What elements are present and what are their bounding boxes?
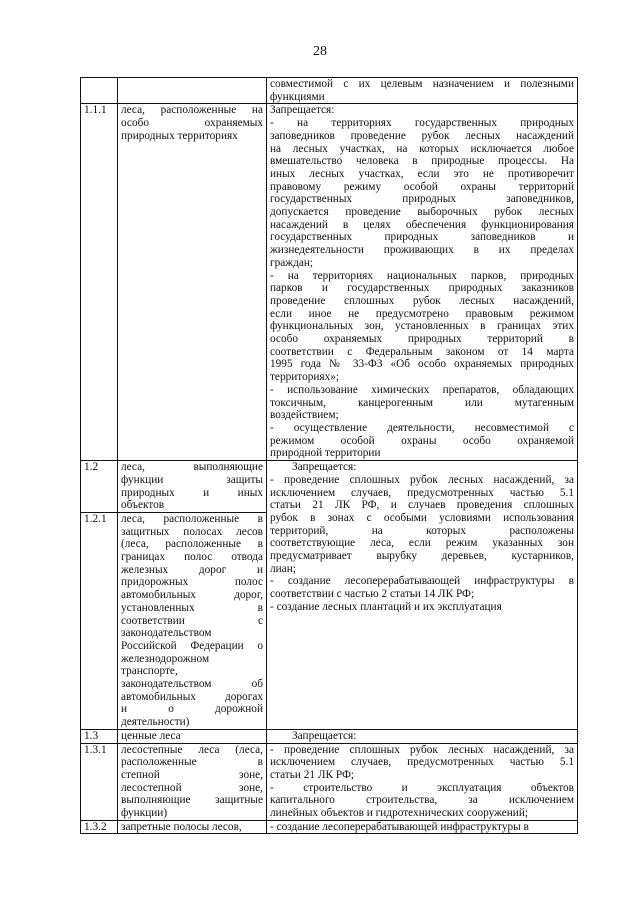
category-line: расположенные в xyxy=(121,756,263,769)
forest-regime-table xyxy=(80,77,578,834)
regime-line: - на территориях национальных парков, природных xyxy=(270,269,574,282)
regime-line: государственных природных заповедников и xyxy=(270,231,574,244)
category-line: леса, выполняющие xyxy=(121,461,263,474)
table-row xyxy=(81,820,578,834)
category-line: железнодорожном xyxy=(121,652,210,665)
regime-line: воздействием; xyxy=(270,409,339,422)
category-line: законодательством об xyxy=(121,678,263,691)
category-line: придорожных полос xyxy=(121,576,263,589)
row-number-cell: 1.2 xyxy=(81,461,118,513)
regime-line: - строительство и эксплуатация объектов xyxy=(270,781,574,794)
regime-line: на лесных участках, на которых исключается любое xyxy=(270,142,574,155)
category-line: автомобильных дорог, xyxy=(121,589,263,602)
regime-line: насаждений в целях обеспечения функционирования xyxy=(270,218,574,231)
regime-line: рубок в зонах с особыми условиями использования xyxy=(270,511,574,524)
regime-line: - проведение сплошных рубок лесных насаждений, за xyxy=(270,473,574,486)
regime-cell xyxy=(267,743,578,820)
regime-line: 1995 года № 33-ФЗ «Об особо охраняемых природных xyxy=(270,358,574,371)
regime-line: правовому режиму особой охраны территорий xyxy=(270,180,574,193)
regime-line: статьи 21 ЛК РФ; xyxy=(270,768,355,781)
regime-cell xyxy=(267,78,578,104)
category-line: степной зоне, xyxy=(121,768,263,781)
regime-line: природной территории xyxy=(270,447,381,460)
category-line: природных территориях xyxy=(121,129,238,142)
category-line: ценные леса xyxy=(121,729,181,742)
regime-line: Запрещается: xyxy=(292,729,357,742)
regime-line: если иное не предусмотрено правовым режимом xyxy=(270,307,574,320)
row-number-cell xyxy=(81,78,118,104)
category-line: защитных полосах лесов xyxy=(121,525,263,538)
regime-line: заповедников проведение рубок лесных насаждений xyxy=(270,129,574,142)
regime-line: государственных природных заповедников, xyxy=(270,193,574,206)
row-number-cell: 1.3.2 xyxy=(81,820,118,834)
regime-cell xyxy=(267,820,578,834)
regime-line: территориях»; xyxy=(270,371,340,384)
table-row xyxy=(81,743,578,820)
regime-line: территорий, на которых расположены xyxy=(270,524,574,537)
row-number-cell: 1.1.1 xyxy=(81,104,118,461)
regime-line: статьи 21 ЛК РФ, и случаев проведения сплошных xyxy=(270,499,574,512)
category-line: лесостепной зоне, xyxy=(121,781,263,794)
regime-line: иных лесных участках, если это не противоречит xyxy=(270,167,574,180)
category-line: транспорте, xyxy=(121,665,178,678)
category-line: и о дорожной xyxy=(121,703,263,716)
category-line: леса, расположенные в xyxy=(121,512,263,525)
category-line: выполняющие защитные xyxy=(121,794,263,807)
regime-line: граждан; xyxy=(270,256,314,269)
regime-line: жизнедеятельности проживающих в их пределах xyxy=(270,244,574,257)
regime-line: парков и государственных природных заказников xyxy=(270,282,574,295)
regime-line: особо охраняемых природных территорий в xyxy=(270,333,574,346)
regime-line: - использование химических препаратов, обладающих xyxy=(270,383,574,396)
category-line: Российской Федерации о xyxy=(121,639,263,652)
category-line: соответствии с xyxy=(121,614,263,627)
regime-line: - создание лесоперерабатывающей инфраструктуры в xyxy=(270,820,529,833)
page-number: 28 xyxy=(313,44,327,59)
regime-line: капитального строительства, за исключением xyxy=(270,794,574,807)
regime-line: лиан; xyxy=(270,562,296,575)
row-number-cell: 1.2.1 xyxy=(81,512,118,729)
regime-line: - осуществление деятельности, несовместимой с xyxy=(270,421,574,434)
forest-category-cell xyxy=(118,729,267,743)
forest-category-cell xyxy=(118,78,267,104)
regime-line: функциями xyxy=(270,90,325,103)
table-row xyxy=(81,78,578,104)
regime-line: допускается проведение выборочных рубок лесных xyxy=(270,206,574,219)
category-line: леса, расположенные на xyxy=(121,104,263,117)
category-line: запретные полосы лесов, xyxy=(121,820,242,833)
category-line: законодательством xyxy=(121,627,212,640)
regime-line: исключением случаев, предусмотренных частью 5.1 xyxy=(270,486,574,499)
regime-line: Запрещается: xyxy=(292,461,357,474)
forest-category-cell xyxy=(118,461,267,513)
category-line: особо охраняемых xyxy=(121,117,263,130)
category-line: объектов xyxy=(121,499,165,512)
regime-line: линейных объектов и гидротехнических сооружений; xyxy=(270,807,529,820)
regime-cell xyxy=(267,729,578,743)
forest-category-cell xyxy=(118,512,267,729)
category-line: (леса, расположенные в xyxy=(121,538,263,551)
regime-line: вмешательство человека в природные процессы. На xyxy=(270,155,574,168)
category-line: функции) xyxy=(121,807,168,820)
regime-cell xyxy=(267,461,578,730)
row-number-cell: 1.3 xyxy=(81,729,118,743)
regime-line: - проведение сплошных рубок лесных насаждений, за xyxy=(270,743,574,756)
regime-line: соответствии с Федеральным законом от 14 марта xyxy=(270,345,574,358)
regime-line: - создание лесоперерабатывающей инфраструктуры в xyxy=(270,575,574,588)
table-row xyxy=(81,104,578,461)
category-line: лесостепные леса (леса, xyxy=(121,743,263,756)
regime-line: соответствии с частью 2 статьи 14 ЛК РФ; xyxy=(270,588,475,601)
regime-line: Запрещается: xyxy=(270,104,335,117)
category-line: природных и иных xyxy=(121,486,263,499)
category-line: установленных в xyxy=(121,601,263,614)
row-number-cell: 1.3.1 xyxy=(81,743,118,820)
category-line: автомобильных дорогах xyxy=(121,690,263,703)
category-line: функции защиты xyxy=(121,473,263,486)
regime-line: - на территориях государственных природных xyxy=(270,117,574,130)
regime-line: предусматривает вырубку деревьев, кустарников, xyxy=(270,550,574,563)
category-line: границах полос отвода xyxy=(121,551,263,564)
regime-line: токсичным, канцерогенным или мутагенным xyxy=(270,396,574,409)
category-line: деятельности) xyxy=(121,716,190,729)
regime-line: соответствующие леса, если режим указанных зон xyxy=(270,537,574,550)
forest-category-cell xyxy=(118,104,267,461)
category-line: железных дорог и xyxy=(121,563,263,576)
regime-line: - создание лесных плантаций и их эксплуатация xyxy=(270,600,502,613)
regime-line: совместимой с их целевым назначением и полезными xyxy=(270,78,574,90)
regime-line: режимом особой охраны особо охраняемой xyxy=(270,434,574,447)
regime-line: проведение сплошных рубок лесных насаждений, xyxy=(270,294,574,307)
forest-category-cell xyxy=(118,820,267,834)
regime-line: функциональных зон, установленных в границах этих xyxy=(270,320,574,333)
regime-line: исключением случаев, предусмотренных частью 5.1 xyxy=(270,756,574,769)
forest-category-cell xyxy=(118,743,267,820)
table-row xyxy=(81,461,578,513)
regime-cell xyxy=(267,104,578,461)
table-row xyxy=(81,729,578,743)
